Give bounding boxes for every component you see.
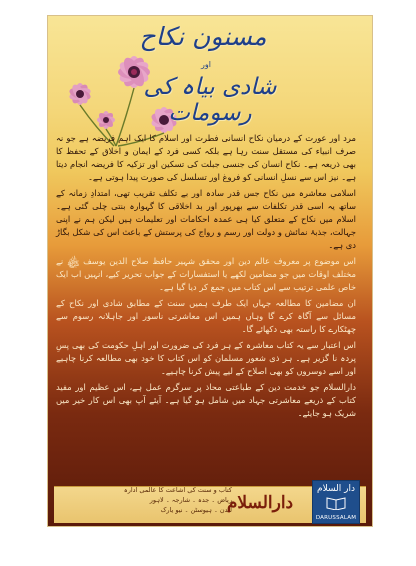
logo-arabic-text: دار السلام: [317, 484, 355, 494]
book-title: مسنون نکاح: [139, 22, 267, 51]
paragraph-5: اس اعتبار سے یہ کتاب معاشرہ کے ہر فرد کی ضرورت اور اہلِ حکومت کی بھی پسِ پردہ نا گزیر ہے۔ ہر ذی شعور مسلمان کو اس کتاب کا خود بھی مطالعہ کرنا چاہیے اور اسے دوسروں کو بھی اصلاح کے لیے پیش کرنا چاہیے۔: [56, 340, 356, 376]
book-icon: [326, 496, 346, 510]
cover-description: [56, 132, 356, 423]
publisher-tagline: کتاب و سنت کی اشاعت کا عالمی ادارہ: [123, 486, 232, 494]
paragraph-2: اسلامی معاشرہ میں نکاح جس قدر سادہ اور بے تکلف تقریب تھی، امتدادِ زمانہ کے ساتھ یہ اسی قدر تکلفات سے بھرپور اور بد اخلاقی کا گہوارہ بنتی چلی گئی ہے۔ اسلام میں نکاح کے متعلق کیا ہی عمدہ احکامات اور تعلیمات ہیں لیکن ہم نے اپنی جہالت، جذبۂ نمائش و دولت اور رسم و رواج کی پرستش کے باعث اس کی شکل بگاڑ دی ہے۔: [56, 188, 356, 250]
publisher-name: دارالسلام: [226, 493, 294, 513]
book-subtitle: شادی بیاہ کی رسومات: [143, 74, 277, 126]
darussalam-logo: [312, 480, 360, 524]
publisher-cities-1: ریاض ۔ جدہ ۔ شارجہ ۔ لاہور: [149, 496, 232, 504]
publisher-cities-2: لندن ۔ ہیوسٹن ۔ نیو یارک: [160, 506, 232, 514]
title-connector: اور: [201, 60, 211, 69]
flower-small-left: [68, 82, 92, 106]
paragraph-6: دارالسلام جو خدمت دین کے طباعتی محاذ پر سرگرم عمل ہے، اس عظیم اور مفید کتاب کے ذریعے معاشرتی جہاد میں شامل ہو گیا ہے۔ آیئے آپ بھی اس کار خیر میں شریک ہو جایئے۔: [56, 382, 356, 418]
logo-english-text: DARUSSALAM: [315, 515, 357, 521]
paragraph-1: مرد اور عورت کے درمیان نکاح انسانی فطرت اور اسلام کا ایک اہم فریضہ ہے جو نہ صرف انبیاء کی مستقل سنت رہا ہے بلکہ کسی فرد کے ایمان و اخلاق کے تحفظ کا بھی ذریعہ ہے۔ نکاح انسان کی جنسی جبلت کی تسکین اور تزکیہ کا فریضہ انجام دیتا ہے۔ نیز اس سے نسلِ انسانی کو فروغ اور تسلسل کی صورت پیدا ہوتی ہے۔: [56, 133, 356, 182]
paragraph-3: اس موضوع پر معروف عالم دین اور محقق شہیر حافظ صلاح الدین یوسف ﷾ نے مختلف اوقات میں جو مضامین لکھے یا استفسارات کے جواب تحریر کیے، انہیں اب ایک خاص علمی ترتیب سے اس کتاب میں جمع کر دیا گیا ہے۔: [56, 256, 356, 292]
paragraph-4: ان مضامین کا مطالعہ جہاں ایک طرف ہمیں سنت کے مطابق شادی اور نکاح کے مسائل سے آگاہ کرے گا وہاں ہمیں اس معاشرتی ناسور اور جاہلانہ رسوم سے چھٹکارے کا راستہ بھی دکھائے گا۔: [56, 298, 356, 334]
